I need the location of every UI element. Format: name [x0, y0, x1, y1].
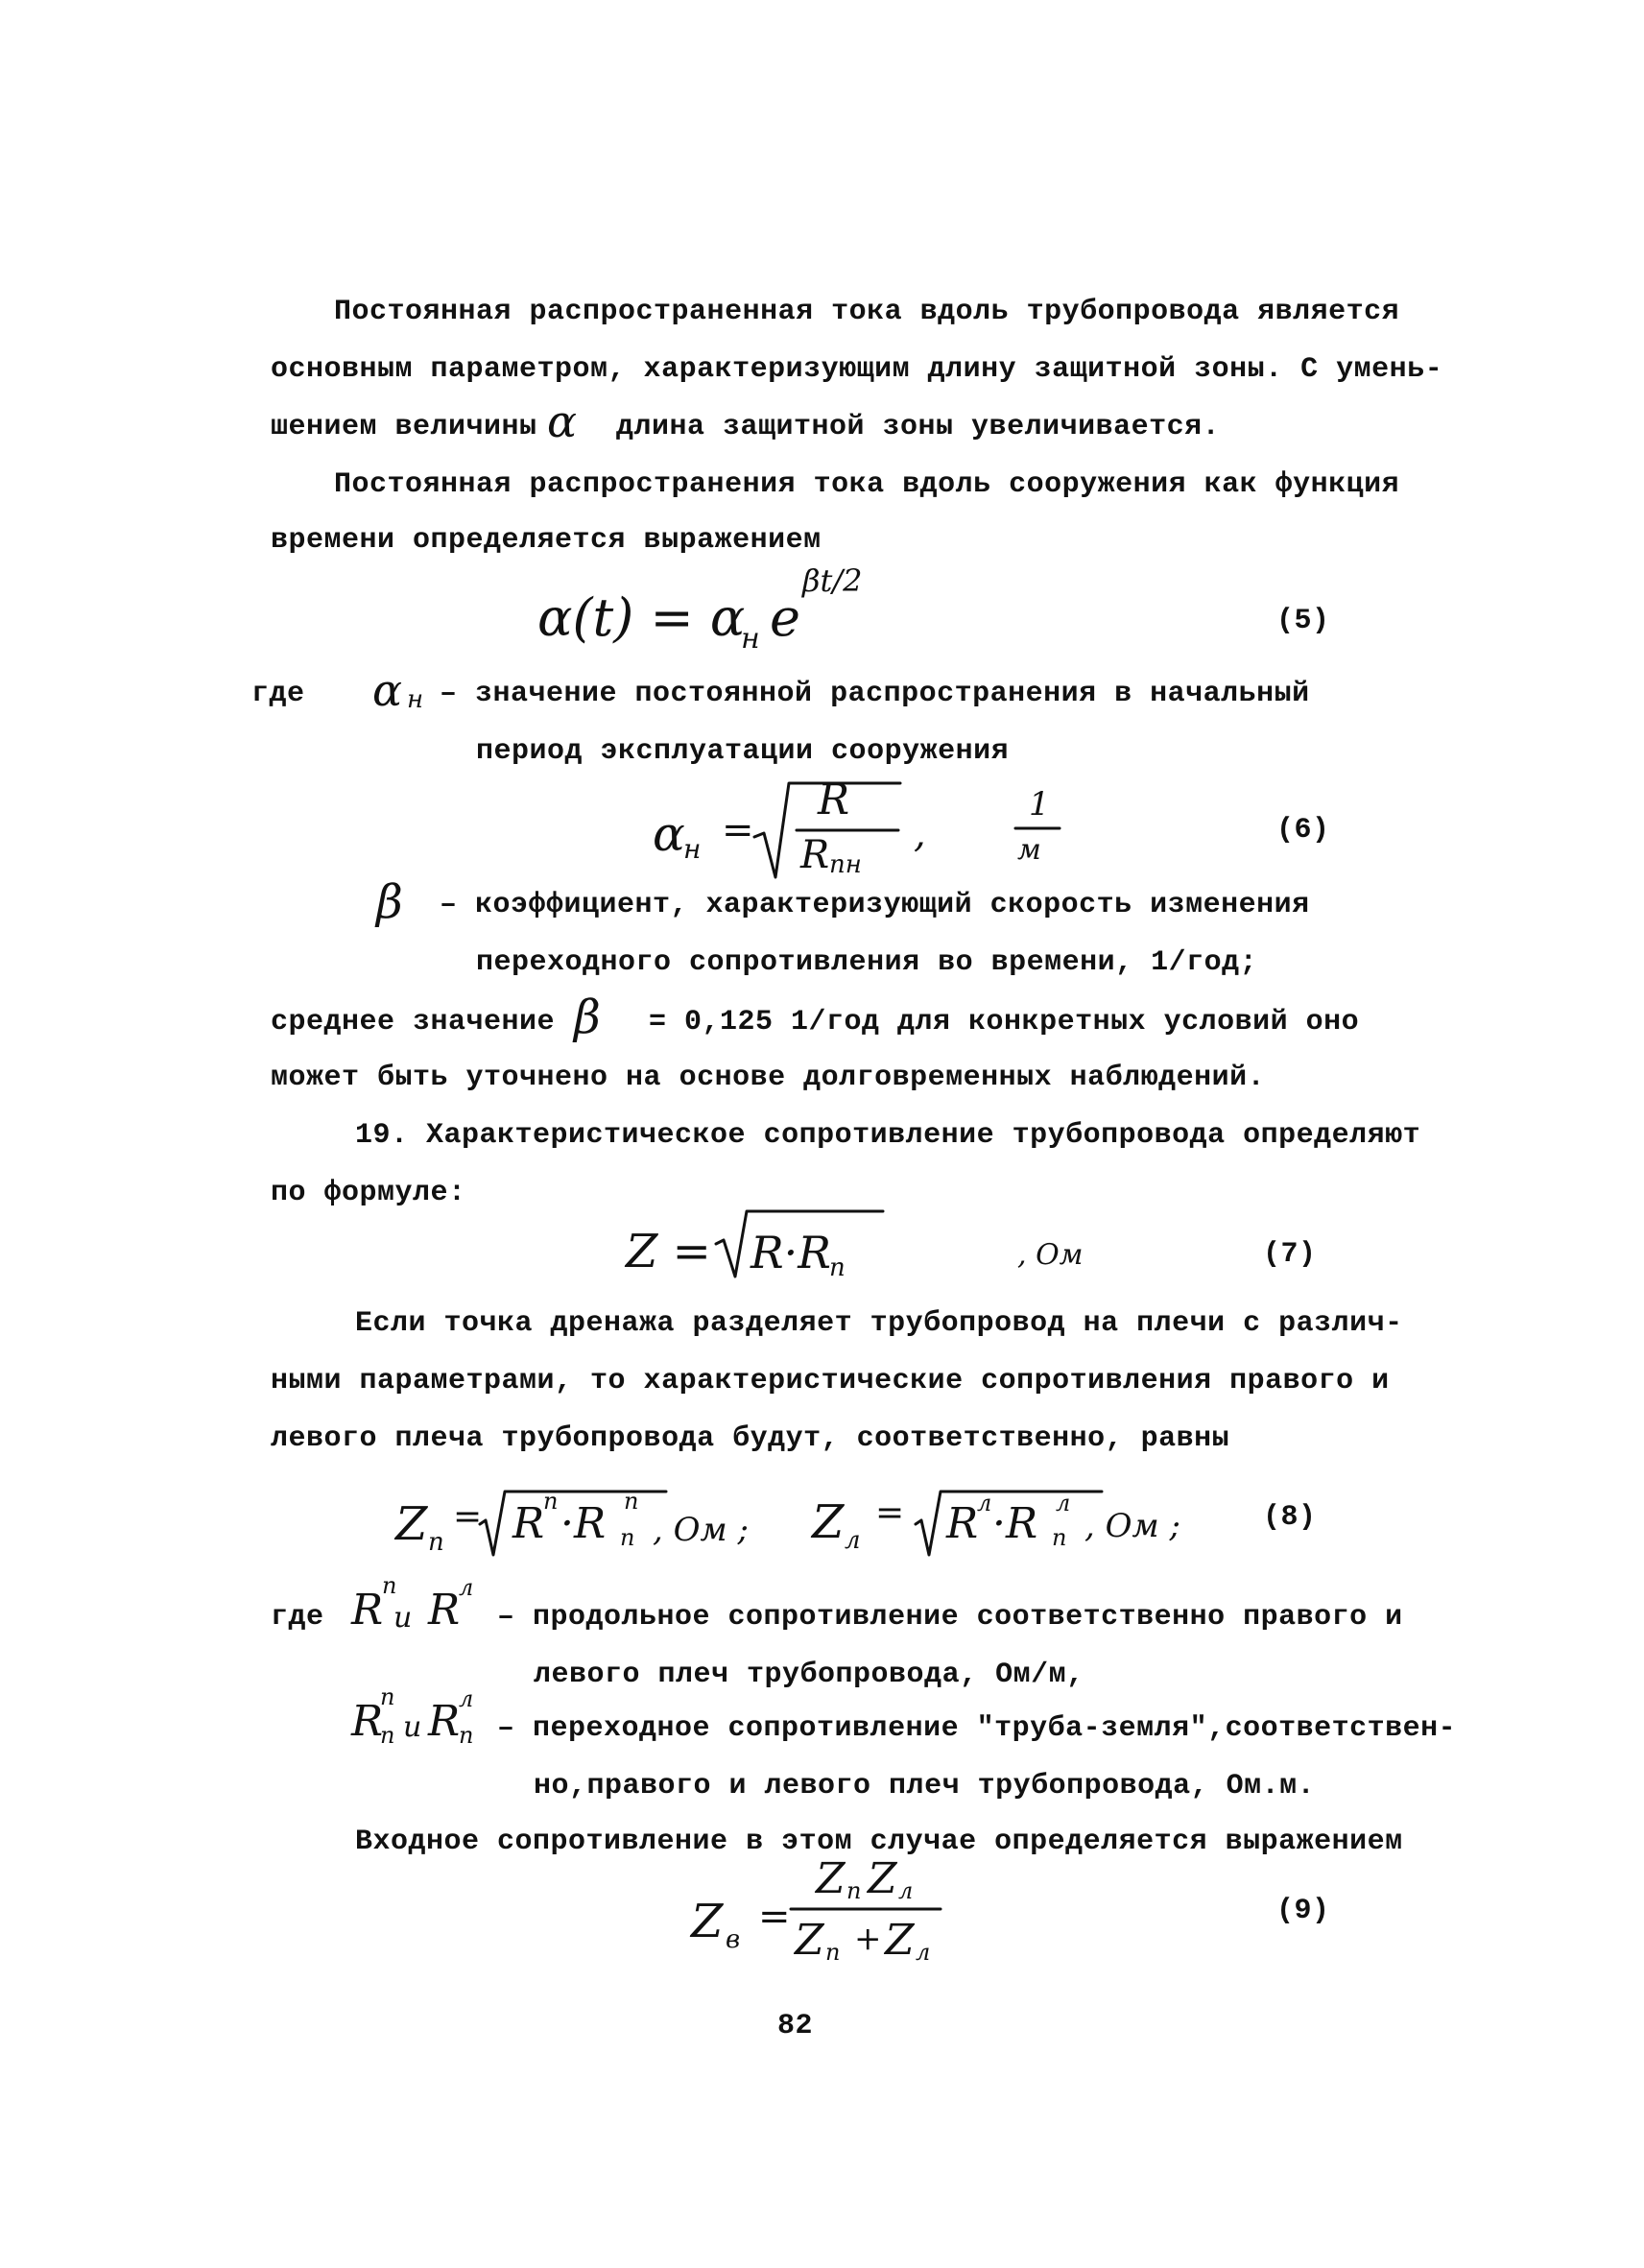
eq9-lhs: Z	[691, 1895, 724, 1948]
where-4-sym-1: R	[351, 1697, 384, 1746]
where-3-line-1: – продольное сопротивление соответственно правого и	[497, 1601, 1403, 1634]
eq9-num-1: Z	[816, 1854, 846, 1903]
eq8-eq1: =	[453, 1497, 483, 1537]
eq8-z1: Z	[395, 1497, 428, 1551]
eq8-rad1: R	[512, 1499, 545, 1548]
where-3-sym-2: R	[428, 1586, 461, 1635]
paragraph-2-line-2: времени определяется выражением	[271, 524, 822, 557]
paragraph-3-line-2: может быть уточнено на основе долговременных наблюдений.	[271, 1062, 1266, 1094]
eq5-alpha-sub: н	[741, 622, 760, 656]
eq9-den-plus: +	[854, 1920, 882, 1958]
paragraph-4-line-1: 19. Характеристическое сопротивление трубопровода определяют	[355, 1119, 1421, 1152]
eq8-z2: Z	[812, 1495, 845, 1549]
eq7-unit: , Ом	[1017, 1238, 1084, 1272]
eq6-unit-numerator: 1	[1029, 785, 1050, 824]
eq6-unit-bar	[1013, 825, 1061, 831]
eq8-unit1: , Ом ;	[653, 1511, 749, 1549]
eq9-den-2: Z	[885, 1916, 915, 1965]
eq7-number: (7)	[1263, 1238, 1317, 1271]
where-2-line-1: – коэффициент, характеризующий скорость изменения	[440, 889, 1310, 921]
where-3-sym-1: R	[351, 1586, 384, 1635]
eq8-rad2: R	[946, 1499, 979, 1548]
eq8-rad1b-sup: п	[624, 1488, 639, 1515]
paragraph-1-line-3a: шением величины	[271, 411, 537, 443]
eq8-z1-sub: п	[428, 1528, 444, 1557]
where-1-line-2: период эксплуатации сооружения	[476, 735, 1010, 768]
eq8-rad2b: ·R	[992, 1499, 1038, 1548]
beta-symbol-inline: β	[574, 991, 601, 1044]
paragraph-5-line-3: левого плеча трубопровода будут, соответственно, равны	[271, 1422, 1230, 1455]
eq6-denominator-sub: пн	[829, 850, 862, 879]
eq9-num-1-sub: п	[846, 1877, 862, 1904]
eq8-rad1b-sub: п	[620, 1524, 635, 1551]
eq8-unit2: , Ом ;	[1084, 1507, 1180, 1545]
eq8-rad1b: ·R	[560, 1499, 607, 1548]
eq9-den-1-sub: п	[825, 1939, 841, 1966]
eq6-eq: =	[722, 808, 754, 852]
eq8-rad2-sup: л	[977, 1490, 992, 1516]
paragraph-1-line-3b: длина защитной зоны увеличивается.	[616, 411, 1221, 443]
eq8-rad1-sup: п	[543, 1488, 559, 1515]
eq6-numerator: R	[818, 776, 850, 824]
where-1-symbol: α	[372, 664, 403, 716]
eq9-den-1: Z	[795, 1916, 824, 1965]
eq6-lhs-sub: н	[683, 833, 702, 865]
where-1-label: где	[251, 678, 305, 710]
where-3-sym-2-sup: л	[459, 1574, 474, 1601]
eq6-number: (6)	[1276, 814, 1330, 847]
paragraph-1-line-2: основным параметром, характеризующим длину защитной зоны. С умень-	[271, 353, 1443, 386]
page-number: 82	[777, 2010, 814, 2042]
where-3-label: где	[271, 1601, 324, 1634]
eq8-z2-sub: л	[845, 1526, 861, 1555]
eq8-rad2b-sup: л	[1056, 1490, 1071, 1516]
where-4-sym-1-sub: п	[380, 1722, 395, 1749]
paragraph-6-line-1: Входное сопротивление в этом случае определяется выражением	[355, 1826, 1403, 1858]
where-3-sym-1-sup: п	[382, 1572, 397, 1599]
eq9-fraction-bar	[789, 1906, 942, 1912]
eq9-number: (9)	[1276, 1895, 1330, 1927]
paragraph-5-line-2: ными параметрами, то характеристические сопротивления правого и	[271, 1365, 1390, 1397]
eq5-base: e	[770, 587, 800, 648]
where-4-line-1: – переходное сопротивление "труба-земля",соответствен-	[497, 1712, 1457, 1745]
where-4-mid: и	[403, 1710, 422, 1744]
paragraph-3-line-1a: среднее значение	[271, 1006, 556, 1039]
where-4-line-2: но,правого и левого плеч трубопровода, Ом.м.	[534, 1770, 1316, 1802]
eq6-comma: ,	[914, 812, 926, 856]
eq6-denominator: R	[800, 833, 830, 877]
where-4-sym-2: R	[428, 1697, 461, 1746]
paragraph-1-line-1: Постоянная распространенная тока вдоль трубопровода является	[334, 296, 1400, 328]
eq7-radicand-sub: п	[829, 1253, 846, 1282]
eq9-num-2-sub: л	[898, 1877, 914, 1904]
eq8-number: (8)	[1263, 1501, 1317, 1534]
eq8-eq2: =	[875, 1493, 905, 1533]
eq5-lhs: α(t) = α	[537, 587, 746, 648]
eq8-rad2b-sub: п	[1052, 1524, 1067, 1551]
paragraph-3-line-1b: = 0,125 1/год для конкретных условий оно	[649, 1006, 1360, 1039]
alpha-symbol-inline: α	[547, 395, 578, 447]
eq5-exponent: βt/2	[802, 562, 863, 599]
where-4-sym-2-sub: п	[459, 1722, 474, 1749]
where-3-line-2: левого плеч трубопровода, Ом/м,	[534, 1659, 1084, 1691]
where-3-mid: и	[393, 1601, 413, 1635]
where-2-symbol: β	[376, 875, 403, 929]
eq6-unit-denominator: м	[1017, 833, 1041, 867]
eq6-lhs: α	[653, 806, 685, 862]
eq9-eq: =	[758, 1895, 791, 1939]
paragraph-5-line-1: Если точка дренажа разделяет трубопровод на плечи с различ-	[355, 1307, 1403, 1340]
where-1-line-1: – значение постоянной распространения в начальный	[440, 678, 1310, 710]
where-1-symbol-sub: н	[407, 685, 424, 714]
eq9-den-2-sub: л	[916, 1939, 931, 1966]
eq9-num-2: Z	[868, 1854, 897, 1903]
where-2-line-2: переходного сопротивления во времени, 1/год;	[476, 946, 1258, 979]
eq7-radicand: R·R	[751, 1227, 831, 1278]
where-4-sym-1-sup: п	[380, 1683, 395, 1710]
eq9-lhs-sub: в	[726, 1925, 741, 1954]
paragraph-2-line-1: Постоянная распространения тока вдоль сооружения как функция	[334, 468, 1400, 501]
where-4-sym-2-sup: л	[459, 1685, 474, 1712]
eq5-number: (5)	[1276, 605, 1330, 637]
eq7-lhs: Z =	[626, 1225, 711, 1278]
paragraph-4-line-2: по формуле:	[271, 1177, 466, 1209]
